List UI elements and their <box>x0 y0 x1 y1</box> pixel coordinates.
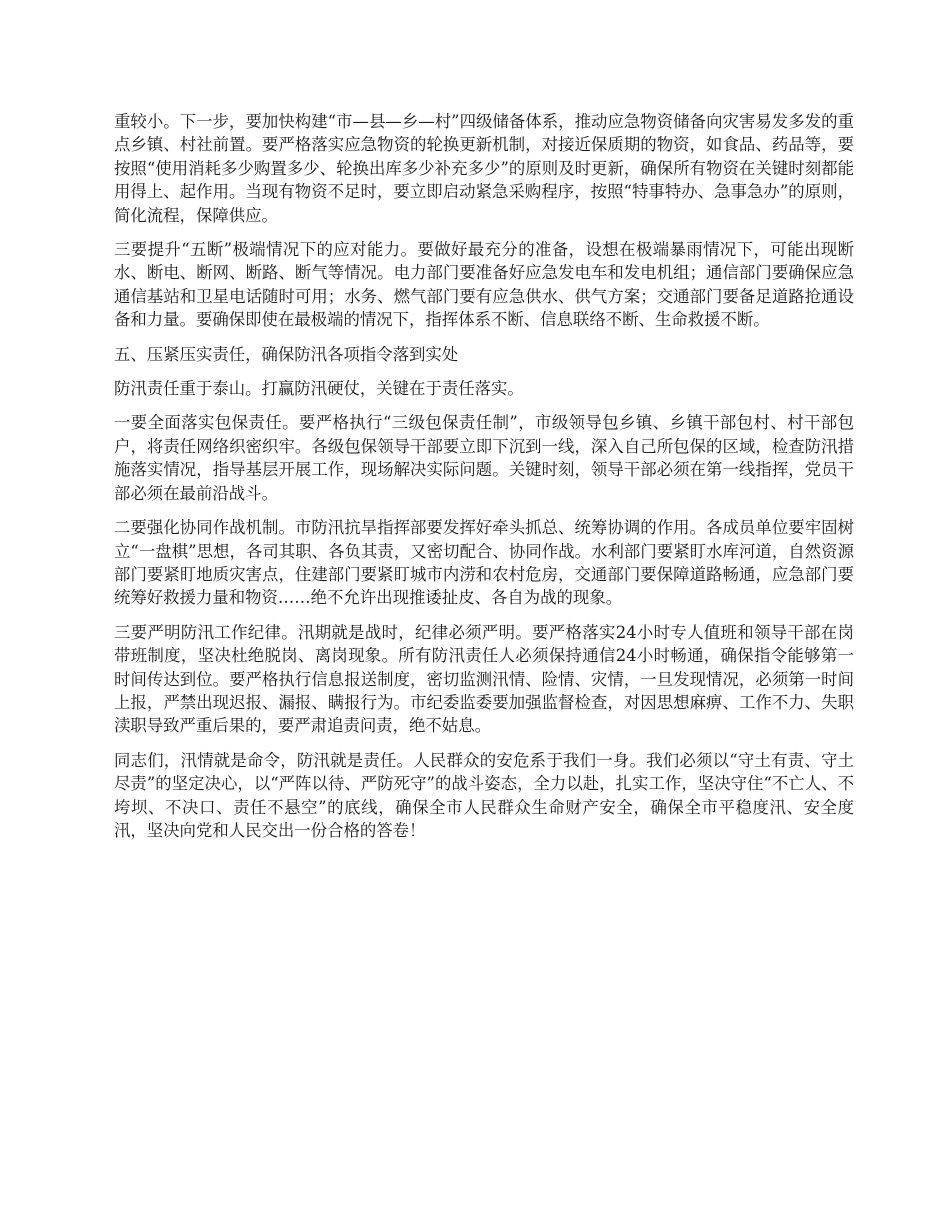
section-heading-responsibility: 五、压紧压实责任，确保防汛各项指令落到实处 <box>114 344 459 364</box>
paragraph-extreme-response: 三要提升“五断”极端情况下的应对能力。要做好最充分的准备，设想在极端暴雨情况下，可能出现断水、断电、断网、断路、断气等情况。电力部门要准备好应急发电车和发电机组；通信部门要确保应急通信基站和卫星电话随时可用；水务、燃气部门要有应急供水、供气方案；交通部门要备足道路抢通设备和力量。要确保即使在最极端的情况下，指挥体系不断、信息联络不断、生命救援不断。 <box>114 240 854 330</box>
paragraph-guarantee-responsibility: 一要全面落实包保责任。要严格执行“三级包保责任制”，市级领导包乡镇、乡镇干部包村、村干部包户，将责任网络织密织牢。各级包保领导干部要立即下沉到一线，深入自己所包保的区域，检查防汛措施落实情况，指导基层开展工作，现场解决实际问题。关键时刻，领导干部必须在第一线指挥，党员干部必须在最前沿战斗。 <box>114 413 854 503</box>
paragraph-coordination: 二要强化协同作战机制。市防汛抗旱指挥部要发挥好牵头抓总、统筹协调的作用。各成员单位要牢固树立“一盘棋”思想，各司其职、各负其责，又密切配合、协同作战。水利部门要紧盯水库河道，自然资源部门要紧盯地质灾害点，住建部门要紧盯城市内涝和农村危房，交通部门要保障道路畅通，应急部门要统筹好救援力量和物资……绝不允许出现推诿扯皮、各自为战的现象。 <box>114 518 854 608</box>
document-page <box>114 110 854 853</box>
paragraph-discipline: 三要严明防汛工作纪律。汛期就是战时，纪律必须严明。要严格落实24小时专人值班和领导干部在岗带班制度，坚决杜绝脱岗、离岗现象。所有防汛责任人必须保持通信24小时畅通，确保指令能够第一时间传达到位。要严格执行信息报送制度，密切监测汛情、险情、灾情，一旦发现情况，必须第一时间上报，严禁出现迟报、漏报、瞒报行为。市纪委监委要加强监督检查，对因思想麻痹、工作不力、失职渎职导致严重后果的，要严肃追责问责，绝不姑息。 <box>114 622 854 736</box>
paragraph-closing: 同志们，汛情就是命令，防汛就是责任。人民群众的安危系于我们一身。我们必须以“守土有责、守土尽责”的坚定决心，以“严阵以待、严防死守”的战斗姿态，全力以赴，扎实工作，坚决守住“不亡人、不垮坝、不决口、责任不悬空”的底线，确保全市人民群众生命财产安全，确保全市平稳度汛、安全度汛，坚决向党和人民交出一份合格的答卷！ <box>114 750 854 840</box>
paragraph-material-reserve: 重较小。下一步，要加快构建“市—县—乡—村”四级储备体系，推动应急物资储备向灾害易发多发的重点乡镇、村社前置。要严格落实应急物资的轮换更新机制，对接近保质期的物资，如食品、药品等，要按照“使用消耗多少购置多少、轮换出库多少补充多少”的原则及时更新，确保所有物资在关键时刻都能用得上、起作用。当现有物资不足时，要立即启动紧急采购程序，按照“特事特办、急事急办”的原则，简化流程，保障供应。 <box>114 112 854 225</box>
paragraph-responsibility-intro: 防汛责任重于泰山。打赢防汛硬仗，关键在于责任落实。 <box>114 379 524 399</box>
